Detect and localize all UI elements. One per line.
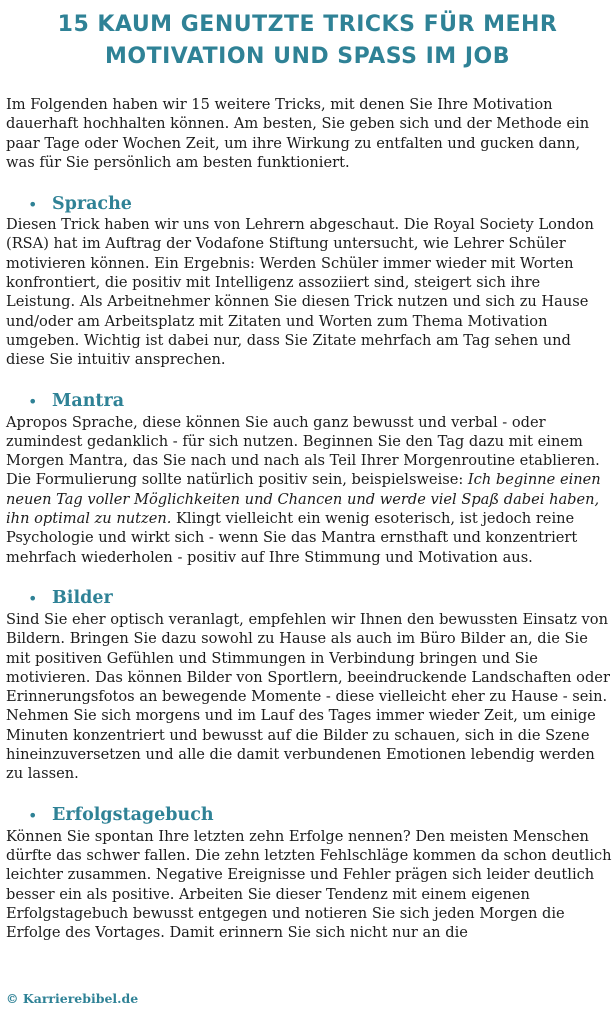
section-title: Erfolgstagebuch [52, 804, 214, 825]
section-heading [6, 391, 612, 413]
intro-paragraph: Im Folgenden haben wir 15 weitere Tricks, mit denen Sie Ihre Motivation dauerhaft hochhalten können. Am besten, Sie geben sich und der Methode ein paar Tage oder Wochen Zeit, um ihre Wirkung zu entfalten und gucken dann, was für Sie persönlich am besten funktioniert. [6, 96, 590, 171]
section-body [6, 413, 612, 567]
section-body: Diesen Trick haben wir uns von Lehrern abgeschaut. Die Royal Society London (RSA) hat im Auftrag der Vodafone Stiftung untersucht, wie Lehrer Schüler motivieren können. Ein Ergebnis: Werden Schüler immer wieder mit Worten konfrontiert, die positiv mit Intelligenz assoziiert sind, steigert sich ihre Leistung. Als Arbeitnehmer können Sie diesen Trick nutzen und sich zu Hause und/oder am Arbeitsplatz mit Zitaten und Worten zum Thema Motivation umgeben. Wichtig ist dabei nur, dass Sie Zitate mehrfach am Tag sehen und diese Sie intuitiv ansprechen. [6, 216, 594, 369]
section-body: Können Sie spontan Ihre letzten zehn Erfolge nennen? Den meisten Menschen dürfte das schwer fallen. Die zehn letzten Fehlschläge kommen da schon deutlich leichter zusammen. Negative Ereignisse und Fehler prägen sich leider deutlich besser ein als positive. Arbeiten Sie dieser Tendenz mit einem eigenen Erfolgstagebuch bewusst entgegen und notieren Sie sich jeden Morgen die Erfolge des Vortages. Damit erinnern Sie sich nicht nur an die [6, 827, 612, 942]
bullet-icon: • [28, 391, 38, 411]
body-text: Apropos Sprache, diese können Sie auch ganz bewusst und verbal - oder zumindest gedanklich - für sich nutzen. Beginnen Sie den Tag dazu mit einem Morgen Mantra, das Sie nach und nach als Teil Ihrer Morgenroutine etablieren. Die Formulierung sollte natürlich positiv sein, beispielsweise: [6, 413, 600, 489]
page-title: 15 KAUM GENUTZTE TRICKS FÜR MEHR MOTIVATION UND SPASS IM JOB [57, 12, 558, 69]
bullet-icon: • [28, 805, 38, 825]
section-heading [6, 193, 612, 215]
article-content [6, 95, 612, 963]
section-body: Sind Sie eher optisch veranlagt, empfehlen wir Ihnen den bewussten Einsatz von Bildern. Bringen Sie dazu sowohl zu Hause als auch im Büro Bilder an, die Sie mit positiven Gefühlen und Stimmungen in Verbindung bringen und Sie motivieren. Das können Bilder von Sportlern, beeindruckende Landschaften oder Erinnerungsfotos an bewegende Momente - diese vielleicht eher zu Hause - sein. Nehmen Sie sich morgens und im Lauf des Tages immer wieder Zeit, um einige Minuten konzentriert und bewusst auf die Bilder zu schauen, sich in die Szene hineinzuversetzen und alle die damit verbundenen Emotionen lebendig werden zu lassen. [6, 610, 610, 783]
section-heading [6, 588, 612, 610]
bullet-icon: • [28, 589, 38, 609]
section-title: Mantra [52, 390, 125, 411]
bullet-icon: • [28, 194, 38, 214]
body-text: Klingt vielleicht ein wenig esoterisch, ist jedoch reine Psychologie und wirkt sich - wenn Sie das Mantra ernsthaft und konzentriert mehrfach wiederholen - positiv auf Ihre Stimmung und Motivation aus. [6, 510, 578, 566]
section-erfolgstagebuch [6, 805, 612, 943]
section-title: Sprache [52, 193, 132, 214]
section-heading [6, 805, 612, 827]
copyright-footer: © Karrierebibel.de [6, 991, 139, 1006]
section-bilder [6, 588, 612, 784]
section-title: Bilder [52, 588, 113, 609]
section-sprache [6, 193, 612, 369]
mantra-quote: Ich beginne einen neuen Tag voller Möglichkeiten und Chancen und werde viel Spaß dabei haben, ihn optimal zu nutzen. [6, 471, 601, 528]
section-mantra [6, 391, 612, 567]
